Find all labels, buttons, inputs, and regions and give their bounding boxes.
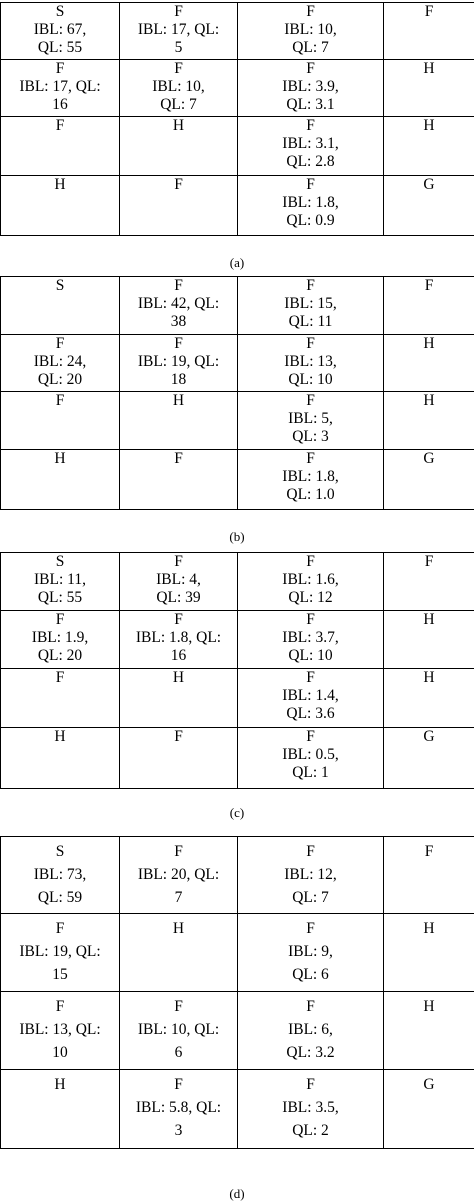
cell: H <box>1 728 120 789</box>
cell: H <box>384 117 474 176</box>
cell: F <box>120 450 238 510</box>
cell: G <box>384 176 474 236</box>
cell: F IBL: 3.5, QL: 2 <box>238 1070 384 1149</box>
caption-d: (d) <box>229 1186 245 1201</box>
cell: F IBL: 17, QL: 5 <box>120 3 238 60</box>
cell: F <box>384 277 474 335</box>
cell: F <box>384 837 474 914</box>
cell: F IBL: 4, QL: 39 <box>120 553 238 611</box>
cell: S IBL: 67, QL: 55 <box>1 3 120 60</box>
cell: S <box>1 277 120 335</box>
cell: F IBL: 13, QL: 10 <box>238 335 384 392</box>
cell: F <box>1 392 120 450</box>
cell: F IBL: 3.7, QL: 10 <box>238 611 384 669</box>
cell: S IBL: 11, QL: 55 <box>1 553 120 611</box>
cell: G <box>384 1070 474 1149</box>
cell: F IBL: 10, QL: 6 <box>120 992 238 1070</box>
caption-c: (c) <box>229 805 245 820</box>
cell: H <box>384 669 474 728</box>
cell: F <box>1 117 120 176</box>
cell: F <box>384 553 474 611</box>
cell: F <box>120 176 238 236</box>
cell: S IBL: 73, QL: 59 <box>1 837 120 914</box>
cell: F <box>384 3 474 60</box>
cell: F IBL: 9, QL: 6 <box>238 914 384 992</box>
cell: H <box>1 176 120 236</box>
cell: F IBL: 1.6, QL: 12 <box>238 553 384 611</box>
cell: F IBL: 15, QL: 11 <box>238 277 384 335</box>
cell: F IBL: 19, QL: 18 <box>120 335 238 392</box>
cell: F <box>1 669 120 728</box>
cell: F IBL: 24, QL: 20 <box>1 335 120 392</box>
cell: H <box>384 992 474 1070</box>
cell: F IBL: 12, QL: 7 <box>238 837 384 914</box>
cell: F IBL: 1.8, QL: 1.0 <box>238 450 384 510</box>
cell: F IBL: 10, QL: 7 <box>120 60 238 117</box>
cell: F IBL: 1.9, QL: 20 <box>1 611 120 669</box>
grid-table-d <box>0 836 474 1149</box>
cell: H <box>384 60 474 117</box>
cell: F IBL: 1.8, QL: 0.9 <box>238 176 384 236</box>
cell: F IBL: 0.5, QL: 1 <box>238 728 384 789</box>
cell: F IBL: 42, QL: 38 <box>120 277 238 335</box>
cell: H <box>120 914 238 992</box>
cell: H <box>1 450 120 510</box>
cell: F IBL: 3.1, QL: 2.8 <box>238 117 384 176</box>
cell: F IBL: 1.4, QL: 3.6 <box>238 669 384 728</box>
cell: F IBL: 19, QL: 15 <box>1 914 120 992</box>
cell: F IBL: 3.9, QL: 3.1 <box>238 60 384 117</box>
grid-table-a <box>0 2 474 236</box>
cell: F IBL: 10, QL: 7 <box>238 3 384 60</box>
grid-table-b <box>0 276 474 510</box>
cell: F IBL: 5, QL: 3 <box>238 392 384 450</box>
cell: F IBL: 17, QL: 16 <box>1 60 120 117</box>
cell: F IBL: 6, QL: 3.2 <box>238 992 384 1070</box>
grid-table-c <box>0 552 474 789</box>
cell: F <box>120 728 238 789</box>
cell: F IBL: 13, QL: 10 <box>1 992 120 1070</box>
cell: H <box>384 914 474 992</box>
cell: H <box>120 117 238 176</box>
caption-a: (a) <box>229 255 245 270</box>
cell: H <box>120 392 238 450</box>
cell: H <box>120 669 238 728</box>
cell: F IBL: 1.8, QL: 16 <box>120 611 238 669</box>
cell: H <box>384 335 474 392</box>
cell: F IBL: 5.8, QL: 3 <box>120 1070 238 1149</box>
cell: G <box>384 450 474 510</box>
cell: G <box>384 728 474 789</box>
caption-b: (b) <box>229 529 245 544</box>
cell: H <box>384 611 474 669</box>
cell: F IBL: 20, QL: 7 <box>120 837 238 914</box>
cell: H <box>1 1070 120 1149</box>
cell: H <box>384 392 474 450</box>
